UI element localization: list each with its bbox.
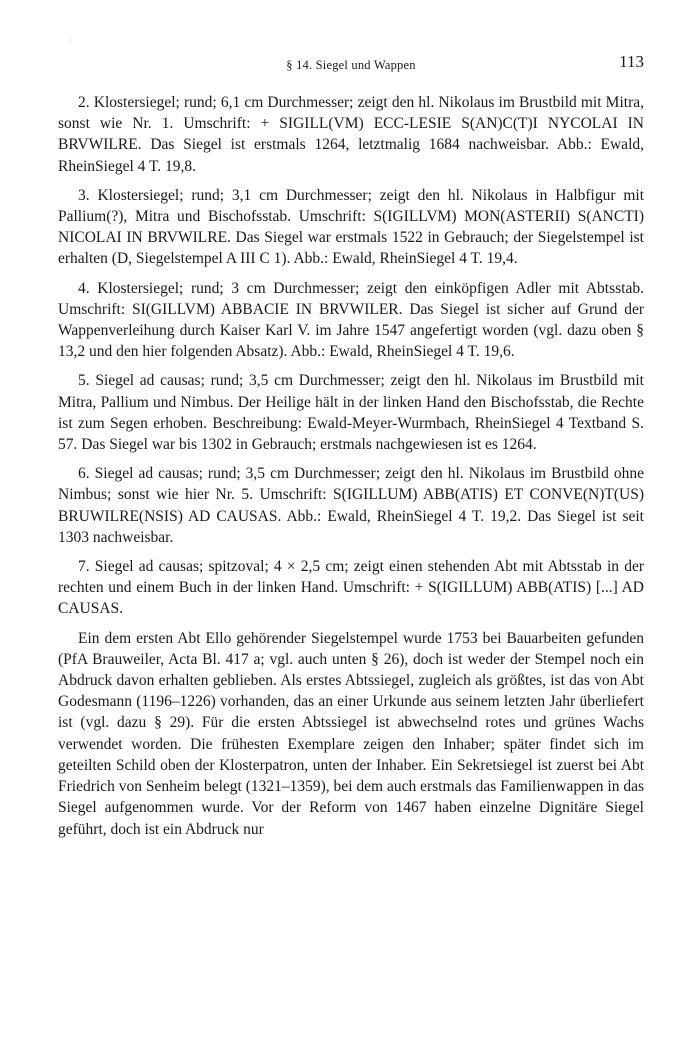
paragraph-abbot-seals: Ein dem ersten Abt Ello gehörender Siegelstempel wurde 1753 bei Bauarbeiten gefunden (PfA Brauweiler, Acta Bl. 417 a; vgl. auch unten § 26), doch ist weder der Stempel noch ein Abdruck davon erhalten geblieben. Als erstes Abtssiegel, zugleich als größtes, ist das von Abt Godesmann (1196–1226) vorhanden, das an einer Urkunde aus seinem letzten Jahr überliefert ist (vgl. dazu § 29). Für die ersten Abtssiegel ist abwechselnd rotes und grünes Wachs verwendet worden. Die frühesten Exemplare zeigen den Inhaber; später findet sich im geteilten Schild oben der Klosterpatron, unten der Inhaber. Ein Sekretsiegel ist zuerst bei Abt Friedrich von Senheim belegt (1321–1359), bei dem auch erstmals das Familienwappen in das Siegel aufgenommen wurde. Vor der Reform von 1467 haben einzelne Dignitäre Siegel geführt, doch ist ein Abdruck nur (58, 629, 644, 838)
running-head: § 14. Siegel und Wappen (286, 58, 416, 72)
paragraph-seal-6: 6. Siegel ad causas; rund; 3,5 cm Durchmesser; zeigt den hl. Nikolaus im Brustbild ohne Nimbus; sonst wie hier Nr. 5. Umschrift: S(IGILLUM) ABB(ATIS) ET CONVE(N)T(US) BRUWILRE(NSIS) AD CAUSAS. Abb.: Ewald, RheinSiegel 4 T. 19,2. Das Siegel ist seit 1303 nachweisbar. (58, 465, 644, 546)
paragraph-seal-5: 5. Siegel ad causas; rund; 3,5 cm Durchmesser; zeigt den hl. Nikolaus im Brustbild mit Mitra, Pallium und Nimbus. Der Heilige hält in der linken Hand den Bischofsstab, die Rechte ist zum Segen erhoben. Beschreibung: Ewald-Meyer-Wurmbach, RheinSiegel 4 Textband S. 57. Das Siegel war bis 1302 in Gebrauch; erstmals nachgewiesen ist es 1264. (58, 372, 644, 454)
paragraph-seal-4: 4. Klostersiegel; rund; 3 cm Durchmesser; zeigt den einköpfigen Adler mit Abtsstab. Umschrift: SI(GILLVM) ABBACIE IN BRVWILER. Das Siegel ist sicher auf Grund der Wappenverleihung durch Kaiser Karl V. im Jahre 1547 angefertigt worden (vgl. dazu oben § 13,2 und den hier folgenden Absatz). Abb.: Ewald, RheinSiegel 4 T. 19,6. (58, 279, 644, 361)
body-text (58, 92, 644, 840)
scan-speck: · (70, 36, 73, 45)
page-header (58, 52, 644, 76)
paragraph-seal-3: 3. Klostersiegel; rund; 3,1 cm Durchmesser; zeigt den hl. Nikolaus in Halbfigur mit Pallium(?), Mitra und Bischofsstab. Umschrift: S(IGILLVM) MON(ASTERII) S(ANCTI) NICOLAI IN BRVWILRE. Das Siegel war erstmals 1522 in Gebrauch; der Siegelstempel ist erhalten (D, Siegelstempel A III C 1). Abb.: Ewald, RheinSiegel 4 T. 19,4. (58, 186, 644, 268)
page-number: 113 (619, 52, 644, 71)
paragraph-seal-7: 7. Siegel ad causas; spitzoval; 4 × 2,5 cm; zeigt einen stehenden Abt mit Abtsstab in der rechten und einem Buch in der linken Hand. Umschrift: + S(IGILLUM) ABB(ATIS) [...] AD CAUSAS. (58, 558, 644, 618)
paragraph-seal-2: 2. Klostersiegel; rund; 6,1 cm Durchmesser; zeigt den hl. Nikolaus im Brustbild mit Mitra, sonst wie Nr. 1. Umschrift: + SIGILL(VM) ECC-LESIE S(AN)C(T)I NYCOLAI IN BRVWILRE. Das Siegel ist erstmals 1264, letztmalig 1684 nachweisbar. Abb.: Ewald, RheinSiegel 4 T. 19,8. (58, 94, 644, 175)
